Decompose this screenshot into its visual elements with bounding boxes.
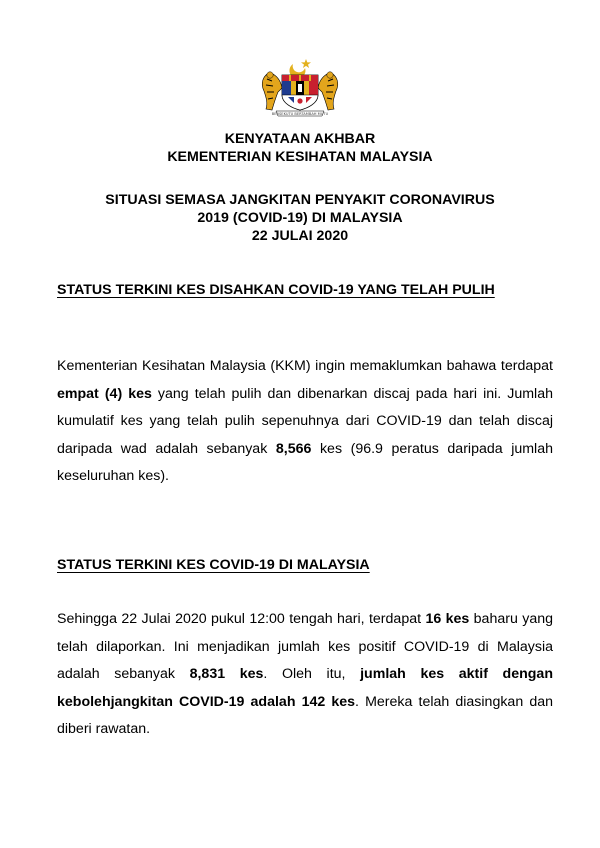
paragraph-recovered <box>57 353 553 491</box>
release-date: 22 JULAI 2020 <box>251 228 349 244</box>
cumulative-recovered-count: 8,566 <box>275 440 312 457</box>
paragraph-status <box>57 606 553 744</box>
crest-motto: BERSEKUTU BERTAMBAH MUTU <box>271 111 329 116</box>
total-cases-count: 8,831 kes <box>189 666 264 683</box>
malaysia-coat-of-arms-icon <box>258 55 342 117</box>
situation-line-2: 2019 (COVID-19) DI MALAYSIA <box>197 210 403 226</box>
recovered-text-3: kes (96.9 peratus daripada jumlah keseluruhan kes). <box>57 440 553 485</box>
section-title-status: STATUS TERKINI KES COVID-19 DI MALAYSIA <box>57 557 370 573</box>
heading-line-ministry: KEMENTERIAN KESIHATAN MALAYSIA <box>167 149 433 165</box>
recovered-text-2: yang telah pulih dan dibenarkan discaj pada hari ini. Jumlah kumulatif kes yang telah pulih sepenuhnya dari COVID-19 dan telah discaj daripada wad adalah sebanyak <box>57 385 553 457</box>
status-text-2: baharu yang telah dilaporkan. Ini menjadikan jumlah kes positif COVID-19 di Malaysia adalah sebanyak <box>57 611 553 683</box>
recovered-text-1: Kementerian Kesihatan Malaysia (KKM) ingin memaklumkan bahawa terdapat <box>57 358 553 374</box>
status-text-4: . Mereka telah diasingkan dan diberi rawatan. <box>57 693 553 738</box>
active-cases-statement: jumlah kes aktif dengan kebolehjangkitan COVID-19 adalah 142 kes <box>57 666 553 710</box>
status-text-3: . Oleh itu, <box>263 666 361 683</box>
press-release-heading <box>0 130 600 166</box>
heading-line-press-statement: KENYATAAN AKHBAR <box>224 131 376 147</box>
status-text-1: Sehingga 22 Julai 2020 pukul 12:00 tengah hari, terdapat <box>57 611 426 627</box>
section-title-recovered: STATUS TERKINI KES DISAHKAN COVID-19 YANG TELAH PULIH <box>57 282 495 298</box>
recovered-today-count: empat (4) kes <box>57 385 152 402</box>
situation-heading <box>0 191 600 245</box>
new-cases-count: 16 kes <box>425 611 470 627</box>
situation-line-1: SITUASI SEMASA JANGKITAN PENYAKIT CORONAVIRUS <box>105 192 495 208</box>
